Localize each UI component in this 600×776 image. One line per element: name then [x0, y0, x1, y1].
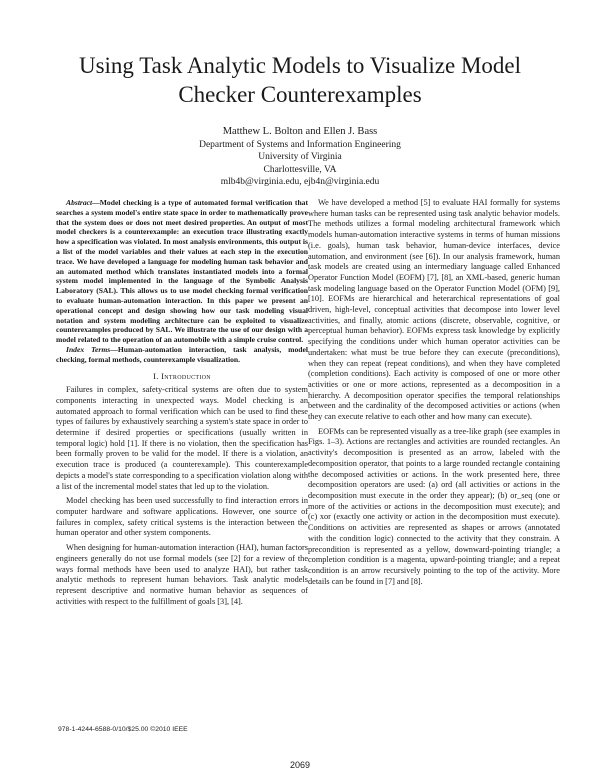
intro-paragraph-1: Failures in complex, safety-critical systems are often due to system components interacting in unexpected ways. Model checking is an automated approach to formal verification which can be used to find these types of failures by exhaustively searching a system's state space in order to determine if desired properties or specifications (usually written in temporal logic) hold [1]. If there is no violation, then the specification has been formally proven to be valid for the model. If there is a violation, an execution trace is produced (a counterexample). This counterexample depicts a model's state corresponding to a specification violation along with a list of the incremental model states that led up to the violation.	[56, 385, 308, 491]
title-line-1: Using Task Analytic Models to Visualize Model	[78, 53, 522, 78]
author-names: Matthew L. Bolton and Ellen J. Bass	[222, 126, 378, 137]
abstract-paragraph	[56, 198, 308, 345]
copyright-notice: 978-1-4244-6588-0/10/$25.00 ©2010 IEEE	[58, 726, 188, 733]
abstract-text: —Model checking is a type of automated formal verification that searches a system model's entire state space in order to mathematically prove that the system does or does not meet desired properties. An output of most model checkers is a counterexample: an execution trace illustrating exactly how a specification was violated. In most analysis environments, this output is a list of the model variables and their values at each step in the execution trace. We have developed a language for modeling human task behavior and an automated method which translates instantiated models into a formal system model implemented in the language of the Symbolic Analysis Laboratory (SAL). This allows us to use model checking formal verification to evaluate human-automation interaction. In this paper we present an operational concept and design showing how our task modeling visual notation and system modeling architecture can be exploited to visualize counterexamples produced by SAL. We illustrate the use of our design with a model related to the operation of an automobile with a simple cruise control.	[56, 198, 308, 345]
page-number: 2069	[289, 760, 311, 770]
author-block	[0, 126, 600, 189]
right-paragraph-2: EOFMs can be represented visually as a tree-like graph (see examples in Figs. 1–3). Actions are rectangles and activities are rounded rectangles. An activity's decomposition is presented as an arrow, labeled with the decomposition operator, that points to a large rounded rectangle containing the decomposed activities or actions. In the work presented here, three decomposition operators are used: (a) ord (all activities or actions in the decomposition must execute in the order they appear); (b) or_seq (one or more of the activities or actions in the decomposition must execute); and (c) xor (exactly one activity or action in the decomposition must execute). Conditions on activities are represented as shapes or arrows (annotated with the condition logic) connected to the activity that they constrain. A precondition is represented as a yellow, downward-pointing triangle; a completion condition is a magenta, upward-pointing triangle; and a repeat condition is an arrow recursively pointing to the top of the activity. More details can be found in [7] and [8].	[308, 426, 560, 586]
left-column	[56, 198, 308, 607]
affiliation-university: University of Virginia	[258, 152, 342, 162]
index-terms-text: —Human-automation interaction, task analysis, model checking, formal methods, counterexample visualization.	[56, 344, 309, 364]
right-column	[308, 198, 560, 587]
section-title: Introduction	[161, 370, 211, 381]
paper-title	[0, 51, 600, 109]
title-line-2: Checker Counterexamples	[178, 82, 422, 107]
right-paragraph-1: We have developed a method [5] to evaluate HAI formally for systems where human tasks can be represented using task analytic behavior models. The methods utilizes a formal modeling architectural framework which models human-automation interactive systems in terms of human missions (i.e. goals), human task behavior, human-device interfaces, device automation, and environment (see [6]). In our analysis framework, human task models are created using an intermediary language called Enhanced Operator Function Model (EOFM) [7], [8], an XML-based, generic human task modeling language based on the Operator Function Model (OFM) [9], [10]. EOFMs are hierarchical and heterarchical representations of goal driven, high-level, conceptual activities that decompose into lower level activities, and finally, atomic actions (discrete, observable, cognitive, or perceptual human behavior). EOFMs express task knowledge by explicitly specifying the conditions under which human operator activities can be undertaken: what must be true before they can execute (preconditions), when they can repeat (repeat conditions), and when they have completed (completion conditions). Each activity is composed of one or more other activities or one or more actions, represented as a decomposition in a hierarchy. A decomposition operator specifies the temporal relationships between and the cardinality of the decomposed activities or actions (when they can execute relative to each other and how many can execute).	[308, 198, 560, 422]
index-terms-paragraph	[56, 345, 308, 365]
intro-paragraph-2: Model checking has been used successfully to find interaction errors in computer hardware and software applications. However, one source of failures in complex, safety critical systems is the interaction between the human operator and other system components.	[56, 496, 308, 538]
affiliation-city: Charlottesville, VA	[263, 164, 337, 175]
abstract-label: Abstract	[66, 198, 93, 207]
index-terms-label: Index Terms	[66, 344, 111, 354]
author-emails: mlb4b@virginia.edu, ejb4n@virginia.edu	[220, 177, 380, 187]
section-heading-introduction	[56, 371, 308, 382]
section-numeral: I.	[153, 370, 159, 381]
affiliation-department: Department of Systems and Information Engineering	[199, 139, 401, 150]
intro-paragraph-3: When designing for human-automation interaction (HAI), human factors engineers generally do not use formal models (see [2] for a review of the ways formal methods have been used to analyze HAI), but rather task analytic methods to represent human behaviors. Task analytic models represent descriptive and normative human behavior as sequences of activities with respect to the fulfillment of goals [3], [4].	[56, 543, 308, 606]
